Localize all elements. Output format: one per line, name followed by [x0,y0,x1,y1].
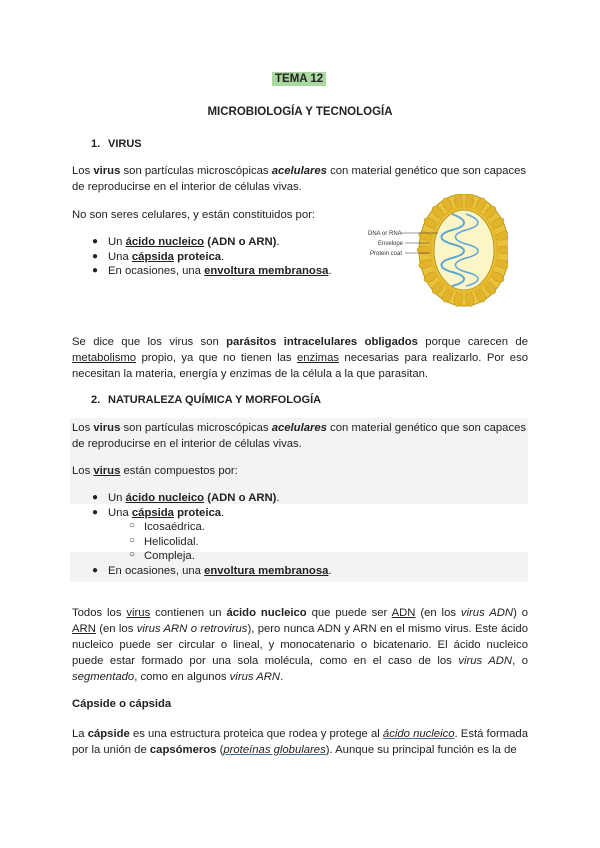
todos-paragraph: Todos los virus contienen un ácido nucleico que puede ser ADN (en los virus ADN) o ARN (en los virus ARN o retrovirus), pero nunca ADN y ARN en el mismo virus. Este ácido nucleico puede ser circular o lineal, y monocatenario o bicatenario. El ácido nucleico puede estar formado por una sola molécula, como en el caso de los virus ADN, o segmentado, como en algunos virus ARN. [72,607,528,683]
diagram-label-envelope: Envelope [378,241,404,247]
diagram-label-protein-coat: Protein coat [370,251,403,257]
compuestos-paragraph: Los virus están compuestos por: [72,465,238,477]
diagram-label-dna: DNA or RNA [368,231,402,237]
capside-paragraph: La cápside es una estructura proteica que rodea y protege al ácido nucleico. Está formada por la unión de capsómeros (proteínas globulares). Aunque su principal función es la de [72,728,529,756]
virus-intro-paragraph-2: Los virus son partículas microscópicas acelulares con material genético que son capaces de reproducirse en el interior de células vivas. [72,422,527,450]
parasitos-paragraph: Se dice que los virus son parásitos intracelulares obligados porque carecen de metabolismo propio, ya que no tienen las enzimas necesarias para realizarlo. Por eso necesitan la materia, energía y enzimas de la célula a la que parasitan. [72,336,529,380]
capside-heading: Cápside o cápsida [72,698,172,710]
link-acido-nucleico[interactable]: ácido nucleico [382,728,455,740]
link-proteinas-globulares[interactable]: proteínas globulares [223,744,326,756]
capsomer [497,246,508,254]
list-item: ● Un ácido nucleico (ADN o ARN). [92,236,280,248]
virus-structure-diagram [368,194,508,312]
topic-title: TEMA 12 [272,72,326,86]
no-seres-paragraph: No son seres celulares, y están constituidos por: [72,209,316,221]
components-list-1 [92,235,332,279]
section-1-number: 1. [91,138,101,150]
sub-list-item: ○ Icosaédrica. [129,520,205,533]
list-item: ● En ocasiones, una envoltura membranosa. [92,265,332,277]
document-subtitle: MICROBIOLOGÍA Y TECNOLOGÍA [207,106,393,118]
virus-intro-paragraph: Los virus son partículas microscópicas acelulares con material genético que son capaces de reproducirse en el interior de células vivas. [72,165,527,193]
list-item: ● Una cápsida proteica. [92,250,225,263]
section-2-number: 2. [91,394,101,406]
section-1-title: VIRUS [108,138,142,150]
list-item: ● En ocasiones, una envoltura membranosa. [92,564,332,577]
list-item: ● Un ácido nucleico (ADN o ARN). [92,492,280,504]
sub-list-item: ○ Compleja. [129,549,195,562]
section-2-title: NATURALEZA QUÍMICA Y MORFOLOGÍA [108,394,322,406]
list-item: ● Una cápsida proteica. [92,506,225,519]
sub-list-item: ○ Helicolidal. [129,534,199,548]
components-list-2 [92,491,332,578]
